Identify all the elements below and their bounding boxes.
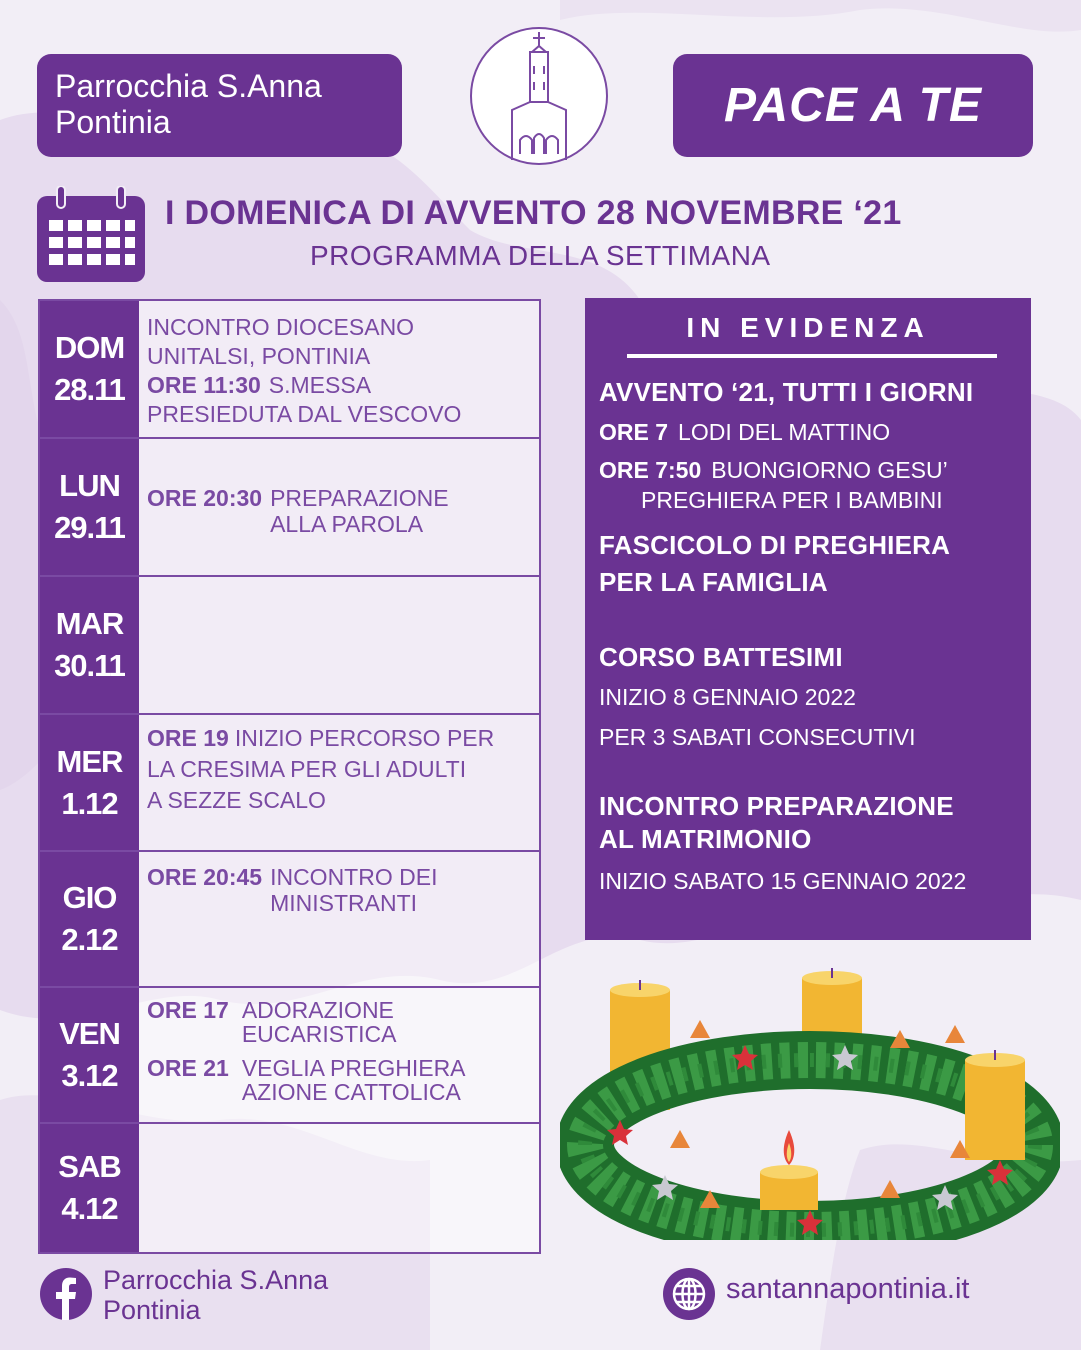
event-text-extra: PRESIEDUTA DAL VESCOVO xyxy=(147,401,462,427)
day-label xyxy=(40,988,139,1122)
schedule-row-sab xyxy=(40,1124,539,1252)
event-text: BUONGIORNO GESU’ xyxy=(711,457,948,483)
day-date: 28.11 xyxy=(54,372,125,407)
matrimonio-text: INIZIO SABATO 15 GENNAIO 2022 xyxy=(599,868,967,894)
event-time: ORE 11:30 xyxy=(147,372,261,398)
facebook-page-line2: Pontinia xyxy=(103,1295,201,1325)
event-time: ORE 20:30 xyxy=(147,485,263,511)
day-name: LUN xyxy=(59,468,120,503)
event-text-line: PREGHIERA PER I BAMBINI xyxy=(641,487,943,513)
day-label xyxy=(40,852,139,986)
day-date: 30.11 xyxy=(54,648,125,683)
page-subtitle: PROGRAMMA DELLA SETTIMANA xyxy=(310,240,771,271)
event-item xyxy=(147,485,539,537)
event-text-line: MINISTRANTI xyxy=(270,890,418,916)
event-text-line: INCONTRO DEI xyxy=(270,864,438,890)
day-name: GIO xyxy=(62,880,117,915)
website-link[interactable]: santannapontinia.it xyxy=(726,1273,970,1305)
event-time: ORE 21 xyxy=(147,1055,229,1081)
day-name: VEN xyxy=(59,1016,120,1051)
event-text xyxy=(270,485,449,537)
battesimi-heading: CORSO BATTESIMI xyxy=(599,642,843,672)
highlights-box xyxy=(585,298,1031,940)
battesimi-text: INIZIO 8 GENNAIO 2022 xyxy=(599,684,856,710)
day-events xyxy=(139,852,539,986)
avvento-event xyxy=(599,417,1031,447)
page-title: I DOMENICA DI AVVENTO 28 NOVEMBRE ‘21 xyxy=(165,194,902,232)
weekly-schedule xyxy=(38,299,541,1254)
motto-box xyxy=(673,54,1033,157)
day-events xyxy=(139,988,539,1122)
avvento-heading: AVVENTO ‘21, TUTTI I GIORNI xyxy=(599,377,974,407)
event-text-line: ALLA PAROLA xyxy=(270,511,424,537)
event-text xyxy=(270,864,437,916)
day-events xyxy=(139,301,539,437)
day-events xyxy=(139,577,539,713)
day-date: 29.11 xyxy=(54,510,125,545)
parish-name-box xyxy=(37,54,402,157)
day-events xyxy=(139,1124,539,1252)
event-text: S.MESSA xyxy=(268,372,372,398)
event-text-extra: LA CRESIMA PER GLI ADULTI xyxy=(147,756,467,782)
facebook-icon[interactable] xyxy=(40,1268,92,1320)
event-intro-line: UNITALSI, PONTINIA xyxy=(147,343,371,369)
day-events xyxy=(139,439,539,575)
event-text-line: VEGLIA PREGHIERA xyxy=(241,1055,466,1081)
event-item xyxy=(147,998,539,1046)
day-date: 2.12 xyxy=(61,922,118,957)
schedule-row-mer xyxy=(40,715,539,852)
facebook-page-line1: Parrocchia S.Anna xyxy=(103,1265,329,1295)
facebook-page-link[interactable] xyxy=(103,1265,328,1325)
calendar-icon xyxy=(37,186,145,282)
day-label xyxy=(40,1124,139,1252)
matrimonio-heading-line: AL MATRIMONIO xyxy=(599,824,812,854)
event-text: LODI DEL MATTINO xyxy=(678,419,891,445)
day-name: MER xyxy=(56,743,123,779)
event-text xyxy=(242,998,397,1046)
event-time: ORE 20:45 xyxy=(147,864,263,890)
battesimi-text: PER 3 SABATI CONSECUTIVI xyxy=(599,724,916,750)
parish-name-line2: Pontinia xyxy=(55,104,171,140)
fascicolo-heading-line: PER LA FAMIGLIA xyxy=(599,567,828,597)
day-date: 3.12 xyxy=(61,1058,118,1093)
event-item xyxy=(147,723,539,754)
avvento-event xyxy=(599,455,1031,485)
globe-icon xyxy=(663,1268,715,1320)
day-label xyxy=(40,301,139,437)
event-time: ORE 19 xyxy=(147,725,229,751)
event-text xyxy=(242,1056,466,1104)
fascicolo-heading-line: FASCICOLO DI PREGHIERA xyxy=(599,530,951,560)
motto-text: PACE A TE xyxy=(724,79,982,132)
event-intro-line: INCONTRO DIOCESANO xyxy=(147,314,415,340)
church-logo-icon xyxy=(462,26,617,166)
event-time: ORE 7:50 xyxy=(599,457,702,483)
schedule-row-lun xyxy=(40,439,539,577)
event-text-line: PREPARAZIONE xyxy=(270,485,449,511)
event-text-extra: A SEZZE SCALO xyxy=(147,787,326,813)
event-time: ORE 17 xyxy=(147,997,229,1023)
day-events xyxy=(139,715,539,850)
event-time: ORE 7 xyxy=(599,419,669,445)
day-name: DOM xyxy=(54,330,125,365)
day-label xyxy=(40,577,139,713)
event-item xyxy=(147,371,539,400)
advent-wreath-icon xyxy=(560,960,1060,1240)
schedule-row-gio xyxy=(40,852,539,988)
event-text-line: ADORAZIONE xyxy=(241,997,394,1023)
event-text-line: AZIONE CATTOLICA xyxy=(241,1079,461,1105)
matrimonio-heading-line: INCONTRO PREPARAZIONE xyxy=(599,791,954,821)
event-item xyxy=(147,1056,539,1104)
event-text-line: EUCARISTICA xyxy=(241,1021,397,1047)
day-label xyxy=(40,715,139,850)
highlights-divider xyxy=(627,354,997,358)
parish-name-line1: Parrocchia S.Anna xyxy=(55,68,322,104)
day-date: 1.12 xyxy=(61,785,118,821)
highlights-title: IN EVIDENZA xyxy=(686,312,930,343)
schedule-row-mar xyxy=(40,577,539,715)
event-text: INIZIO PERCORSO PER xyxy=(234,725,495,751)
day-date: 4.12 xyxy=(61,1191,118,1226)
event-item xyxy=(147,864,539,916)
day-name: SAB xyxy=(58,1149,121,1184)
day-label xyxy=(40,439,139,575)
day-name: MAR xyxy=(55,606,124,641)
schedule-row-dom xyxy=(40,301,539,439)
schedule-row-ven xyxy=(40,988,539,1124)
